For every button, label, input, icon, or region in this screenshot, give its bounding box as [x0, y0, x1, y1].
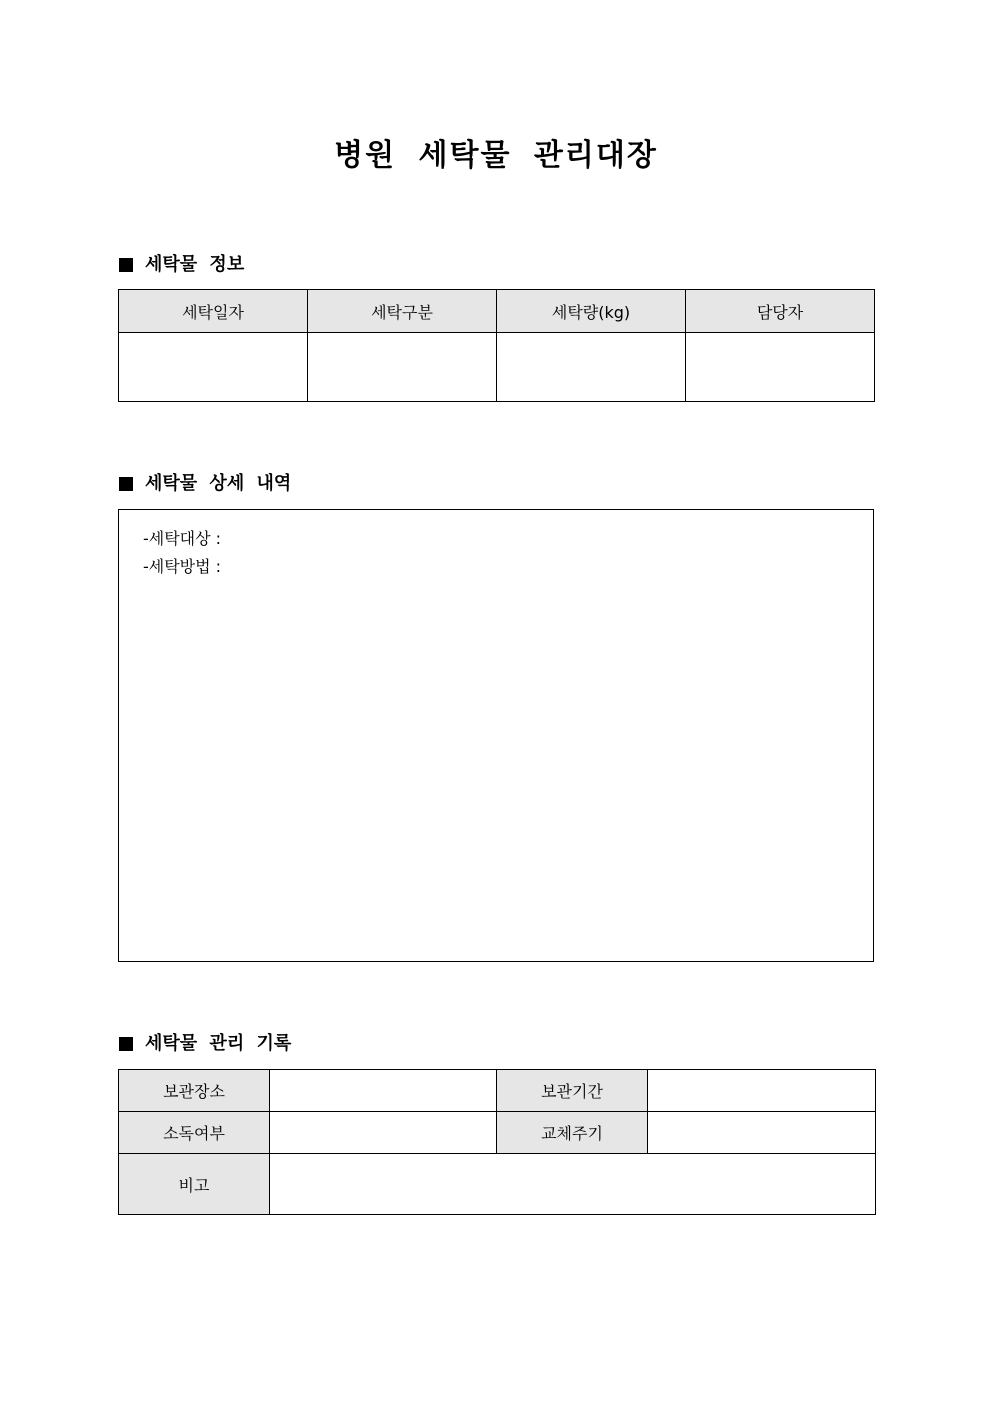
- page-title: 병원 세탁물 관리대장: [334, 138, 658, 173]
- square-bullet-icon: [119, 1037, 133, 1051]
- wash-date-field[interactable]: [119, 333, 308, 402]
- square-bullet-icon: [119, 258, 133, 272]
- laundry-management-table: [118, 1069, 876, 1215]
- section-heading-label: 세탁물 정보: [145, 254, 245, 275]
- column-header-wash-type: 세탁구분: [308, 290, 497, 333]
- section-heading-label: 세탁물 상세 내역: [145, 473, 292, 494]
- detail-line-method: -세탁방법 :: [143, 557, 222, 576]
- disinfection-label: 소독여부: [119, 1112, 270, 1154]
- storage-period-field[interactable]: [648, 1070, 876, 1112]
- section-heading-detail: [119, 472, 291, 496]
- replacement-cycle-field[interactable]: [648, 1112, 876, 1154]
- square-bullet-icon: [119, 477, 133, 491]
- section-heading-label: 세탁물 관리 기록: [145, 1033, 292, 1054]
- section-heading-management: [119, 1032, 291, 1056]
- manager-field[interactable]: [686, 333, 875, 402]
- wash-type-field[interactable]: [308, 333, 497, 402]
- disinfection-field[interactable]: [270, 1112, 497, 1154]
- storage-period-label: 보관기간: [497, 1070, 648, 1112]
- detail-line-target: -세탁대상 :: [143, 529, 222, 548]
- laundry-info-table: [118, 289, 875, 402]
- table-row: [119, 1154, 876, 1215]
- table-row: [119, 1112, 876, 1154]
- storage-location-label: 보관장소: [119, 1070, 270, 1112]
- wash-amount-field[interactable]: [497, 333, 686, 402]
- column-header-wash-amount: 세탁량(kg): [497, 290, 686, 333]
- column-header-manager: 담당자: [686, 290, 875, 333]
- column-header-wash-date: 세탁일자: [119, 290, 308, 333]
- remarks-label: 비고: [119, 1154, 270, 1215]
- storage-location-field[interactable]: [270, 1070, 497, 1112]
- laundry-detail-box[interactable]: [118, 509, 874, 962]
- table-row: [119, 1070, 876, 1112]
- remarks-field[interactable]: [270, 1154, 876, 1215]
- section-heading-info: [119, 253, 244, 277]
- replacement-cycle-label: 교체주기: [497, 1112, 648, 1154]
